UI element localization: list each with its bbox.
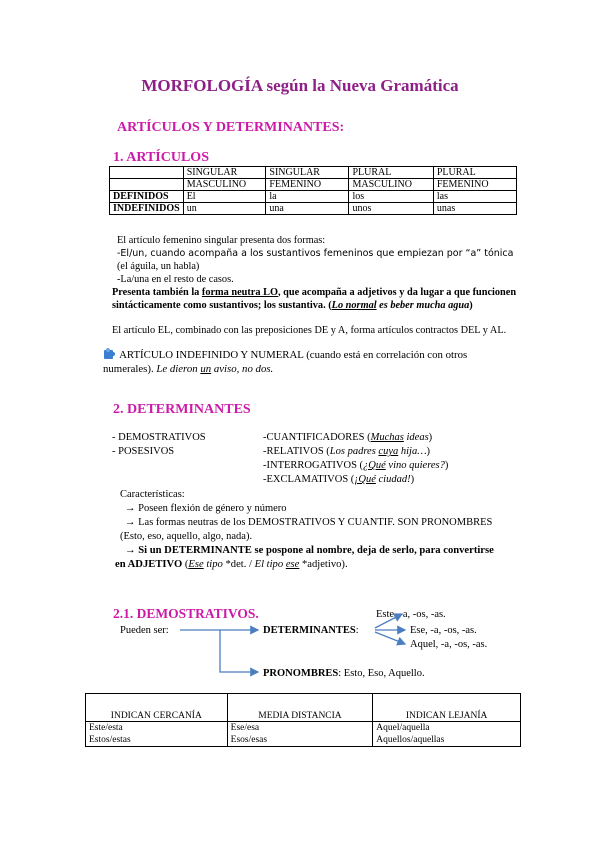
text-span: , que acompaña a adjetivos y da lugar a que funcionen sintácticamente como sustantivos; los sustantiva. (	[112, 287, 517, 311]
table-row	[86, 694, 521, 722]
table-cell: los	[349, 191, 433, 203]
row-header: DEFINIDOS	[110, 191, 184, 203]
cell-text: Esos/esas	[230, 735, 268, 745]
column-header: INDICAN CERCANÍA	[86, 694, 228, 722]
arrow-right-icon: →	[125, 503, 136, 514]
text-span: -CUANTIFICADORES (	[263, 432, 371, 443]
text-span: *adjetivo).	[299, 559, 348, 570]
text-span: (	[182, 559, 189, 570]
example-text: ideas	[403, 432, 429, 443]
table-cell	[86, 722, 228, 747]
row-header: INDEFINIDOS	[110, 203, 184, 215]
example-underlined: ¿Qué	[363, 460, 386, 471]
text-span: )	[428, 432, 433, 443]
example-text: vino quieres?	[385, 460, 445, 471]
table-cell: unos	[349, 203, 433, 215]
text-span: Presenta también la	[112, 287, 202, 298]
table-cell: PLURAL	[349, 167, 433, 179]
text-span: -RELATIVOS (	[263, 446, 330, 457]
text-span: )	[444, 460, 449, 471]
arrow-right-icon: →	[125, 517, 136, 528]
cell-text: Aquellos/aquellas	[376, 735, 445, 745]
table-cell: PLURAL	[433, 167, 516, 179]
example-text: El tipo	[254, 559, 286, 570]
demostrativos-heading: 2.1. DEMOSTRATIVOS.	[113, 606, 259, 621]
table-cell	[373, 722, 521, 747]
page-title: MORFOLOGÍA según la Nueva Gramática	[141, 76, 459, 95]
arrow-to-pronombres	[220, 630, 258, 672]
table-cell: MASCULINO	[183, 179, 266, 191]
example-underlined: cuya	[378, 446, 399, 457]
text-span: *det. /	[222, 559, 255, 570]
note-el-un-text: -El/un, cuando acompaña a los sustantivos femeninos que empiezan por “a” tónica	[117, 248, 514, 259]
text-span: PRONOMBRES	[263, 668, 339, 679]
example-underlined: Ese	[188, 559, 204, 570]
table-cell: MASCULINO	[349, 179, 433, 191]
text-span: )	[410, 474, 415, 485]
table-cell: FEMENINO	[266, 179, 349, 191]
arrow-right-icon: →	[125, 545, 136, 556]
table-cell: SINGULAR	[266, 167, 349, 179]
example-underlined: ¡Qué	[354, 474, 376, 485]
articulos-heading: 1. ARTÍCULOS	[113, 150, 209, 165]
note-el-un-example: (el águila, un habla)	[117, 261, 200, 272]
text-span: :	[355, 625, 359, 636]
table-cell: las	[433, 191, 516, 203]
example-un: un	[200, 363, 212, 375]
text-span: )	[469, 300, 473, 311]
text-span: -EXCLAMATIVOS (	[263, 474, 355, 485]
determinantes-heading: 2. DETERMINANTES	[113, 402, 251, 417]
text-span: : Esto, Eso, Aquello.	[338, 668, 425, 679]
column-header: INDICAN LEJANÍA	[373, 694, 521, 722]
cell-text: Ese/esa	[230, 723, 260, 733]
note-femenino: El artículo femenino singular presenta dos formas:	[117, 235, 326, 246]
table-row	[86, 722, 521, 747]
table-cell: unas	[433, 203, 516, 215]
note-la-una: -La/una en el resto de casos.	[117, 274, 234, 285]
table-cell: un	[183, 203, 266, 215]
list-item: - DEMOSTRATIVOS	[112, 432, 206, 443]
demo-este: Este, -a, -os, -as.	[376, 609, 446, 620]
demo-ese: Ese, -a, -os, -as.	[410, 625, 477, 636]
example-text: hija…	[398, 446, 427, 457]
text-span: -INTERROGATIVOS (	[263, 460, 364, 471]
text-span: Si un DETERMINANTE se pospone al nombre, deja de serlo, para convertirse en ADJETIVO	[115, 545, 494, 570]
cell-text: Este/esta	[89, 723, 123, 733]
example-underlined: Muchas	[370, 432, 404, 443]
column-header: MEDIA DISTANCIA	[227, 694, 373, 722]
example-text: tipo	[203, 559, 223, 570]
demo-pueden: Pueden ser:	[120, 625, 169, 636]
list-item: - POSESIVOS	[112, 446, 175, 457]
text-span: )	[426, 446, 431, 457]
table-cell: FEMENINO	[433, 179, 516, 191]
text-span: Poseen flexión de género y número	[138, 503, 287, 514]
caract-label: Características:	[120, 489, 185, 500]
example-text: ciudad!	[375, 474, 411, 485]
table-cell	[227, 722, 373, 747]
link-forma-neutra: forma neutra LO	[201, 287, 278, 298]
table-cell: una	[266, 203, 349, 215]
cell-text: Aquel/aquella	[376, 723, 430, 733]
arrow-to-aquel	[375, 632, 405, 644]
example-lo-normal: Lo normal	[331, 300, 377, 311]
table-cell: la	[266, 191, 349, 203]
example-text: Los padres	[329, 446, 379, 457]
example-text: es beber mucha agua	[376, 300, 470, 311]
example-text: aviso, no dos.	[211, 363, 274, 375]
cell-text: Estos/estas	[89, 735, 131, 745]
note-contractos: El artículo EL, combinado con las preposiciones DE y A, forma artículos contractos DEL y AL.	[112, 325, 507, 336]
example-underlined: ese	[285, 559, 300, 570]
distancia-table	[85, 693, 521, 747]
example-text: Le dieron	[156, 363, 201, 375]
table-cell: El	[183, 191, 266, 203]
section-heading: ARTÍCULOS Y DETERMINANTES:	[117, 120, 345, 135]
demo-aquel: Aquel, -a, -os, -as.	[410, 639, 488, 650]
arrow-to-este	[375, 614, 402, 628]
text-span: Las formas neutras de los DEMOSTRATIVOS Y CUANTIF. SON PRONOMBRES (Esto, eso, aquello, algo, nada).	[120, 517, 493, 542]
table-cell: SINGULAR	[183, 167, 266, 179]
text-span: ARTÍCULO INDEFINIDO Y NUMERAL (cuando está en correlación con otros numerales).	[103, 349, 468, 375]
text-span: DETERMINANTES	[263, 625, 356, 636]
